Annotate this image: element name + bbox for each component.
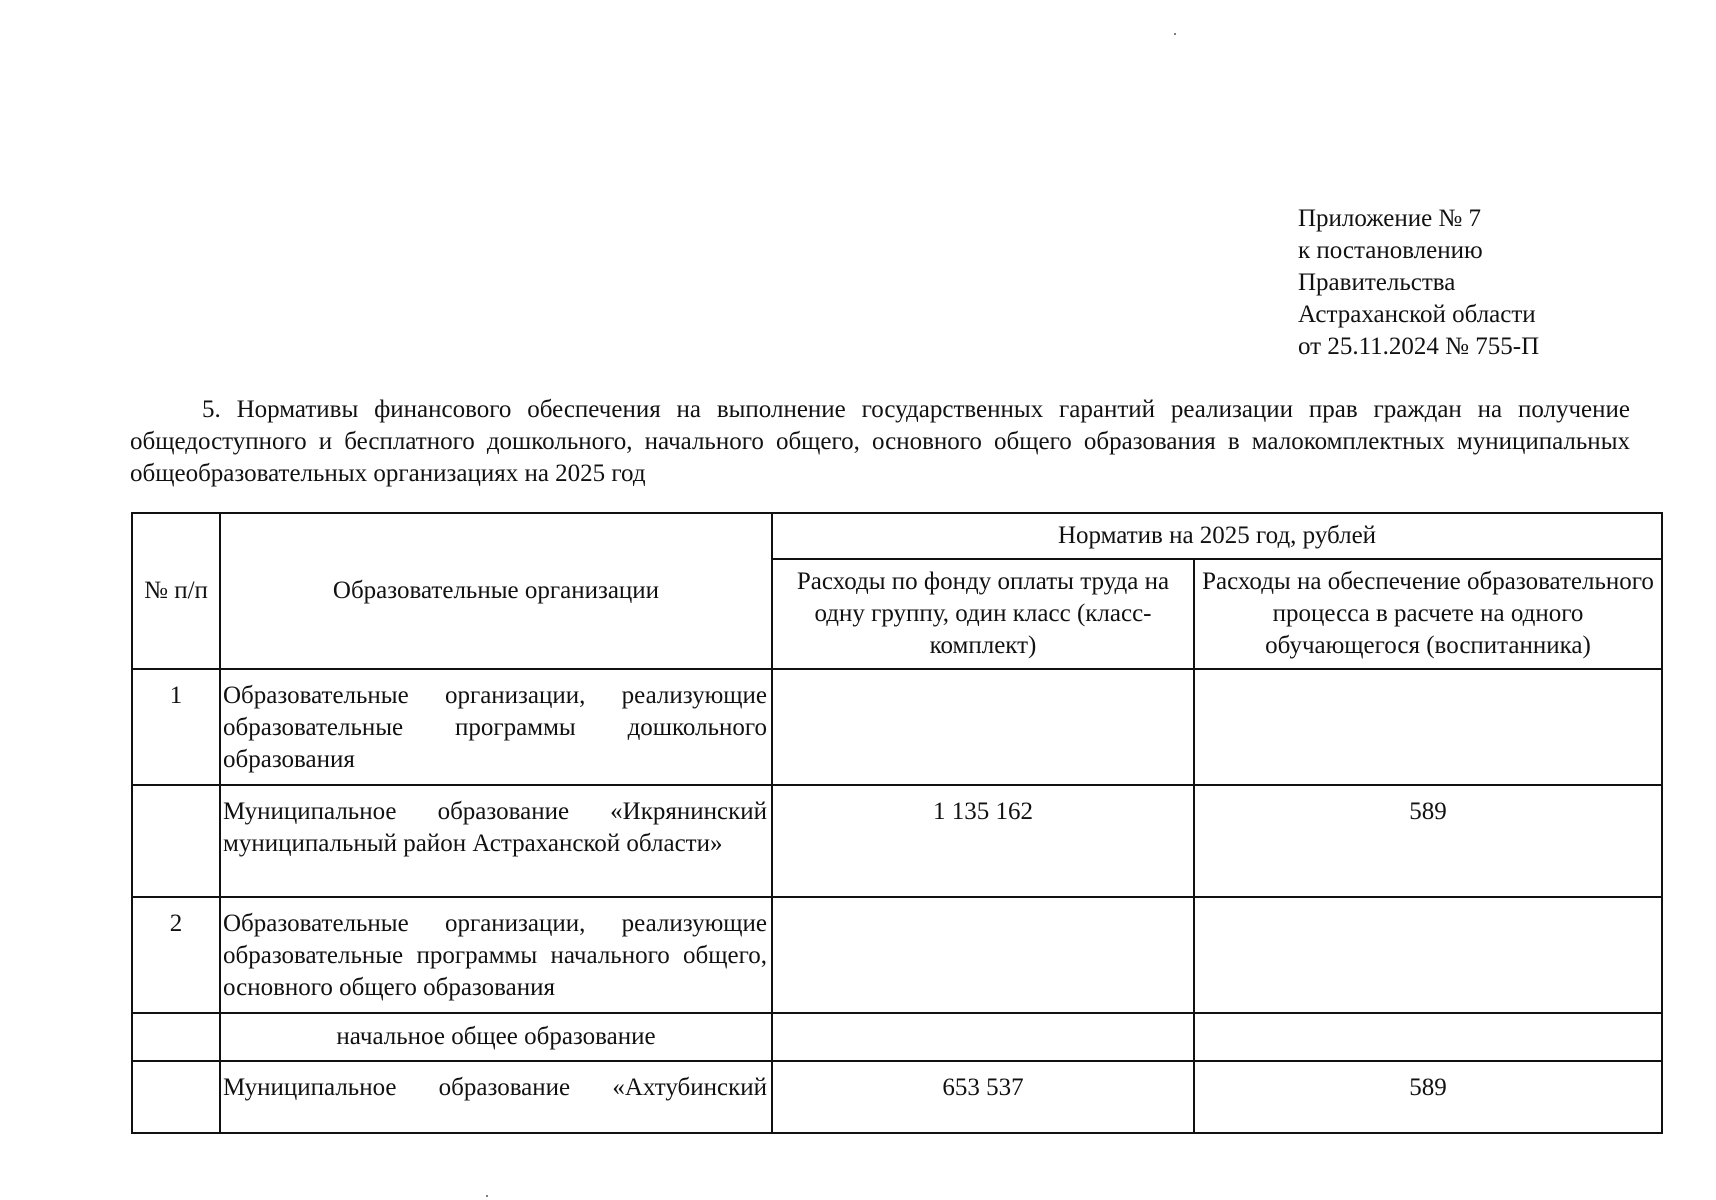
row-num <box>132 785 220 897</box>
appendix-line: к постановлению <box>1298 237 1483 264</box>
row-payroll <box>772 897 1194 1013</box>
row-payroll <box>772 669 1194 785</box>
appendix-line: Приложение № 7 <box>1298 205 1482 232</box>
header-org: Образовательные организации <box>220 513 772 669</box>
row-process <box>1194 669 1662 785</box>
row-subheading: начальное общее образование <box>220 1013 772 1061</box>
row-num: 1 <box>132 669 220 785</box>
header-process: Расходы на обеспечение образовательного процесса в расчете на одного обучающегося (воспитанника) <box>1194 559 1662 669</box>
row-process: 589 <box>1194 785 1662 897</box>
table-row <box>132 669 1662 785</box>
appendix-block <box>1298 203 1539 363</box>
appendix-line: Правительства <box>1298 269 1456 296</box>
row-process: 589 <box>1194 1061 1662 1133</box>
table-row <box>132 1013 1662 1061</box>
row-payroll: 653 537 <box>772 1061 1194 1133</box>
appendix-line: от 25.11.2024 № 755-П <box>1298 333 1540 360</box>
row-num <box>132 1061 220 1133</box>
section-heading: 5. Нормативы финансового обеспечения на выполнение государственных гарантий реализации прав граждан на получение общедоступного и бесплатного дошкольного, начального общего, основного общего образования в малокомплектных муниципальных общеобразовательных организациях на 2025 год <box>130 396 1630 487</box>
row-org: Муниципальное образование «Ахтубинский <box>220 1061 772 1133</box>
header-norm: Норматив на 2025 год, рублей <box>772 513 1662 559</box>
table-row <box>132 785 1662 897</box>
header-payroll: Расходы по фонду оплаты труда на одну группу, один класс (класс-комплект) <box>772 559 1194 669</box>
norms-table <box>131 512 1663 1134</box>
row-org: Муниципальное образование «Икрянинский муниципальный район Астраханской области» <box>220 785 772 897</box>
row-process <box>1194 1013 1662 1061</box>
header-num: № п/п <box>132 513 220 669</box>
scan-speck <box>1174 33 1176 35</box>
scan-speck <box>486 1195 488 1197</box>
row-payroll <box>772 1013 1194 1061</box>
appendix-line: Астраханской области <box>1298 301 1536 328</box>
row-process <box>1194 897 1662 1013</box>
table-row <box>132 1061 1662 1133</box>
row-org: Образовательные организации, реализующие образовательные программы дошкольного образования <box>220 669 772 785</box>
row-org: Образовательные организации, реализующие образовательные программы начального общего, основного общего образования <box>220 897 772 1013</box>
row-payroll: 1 135 162 <box>772 785 1194 897</box>
row-num <box>132 1013 220 1061</box>
table-row <box>132 897 1662 1013</box>
row-num: 2 <box>132 897 220 1013</box>
